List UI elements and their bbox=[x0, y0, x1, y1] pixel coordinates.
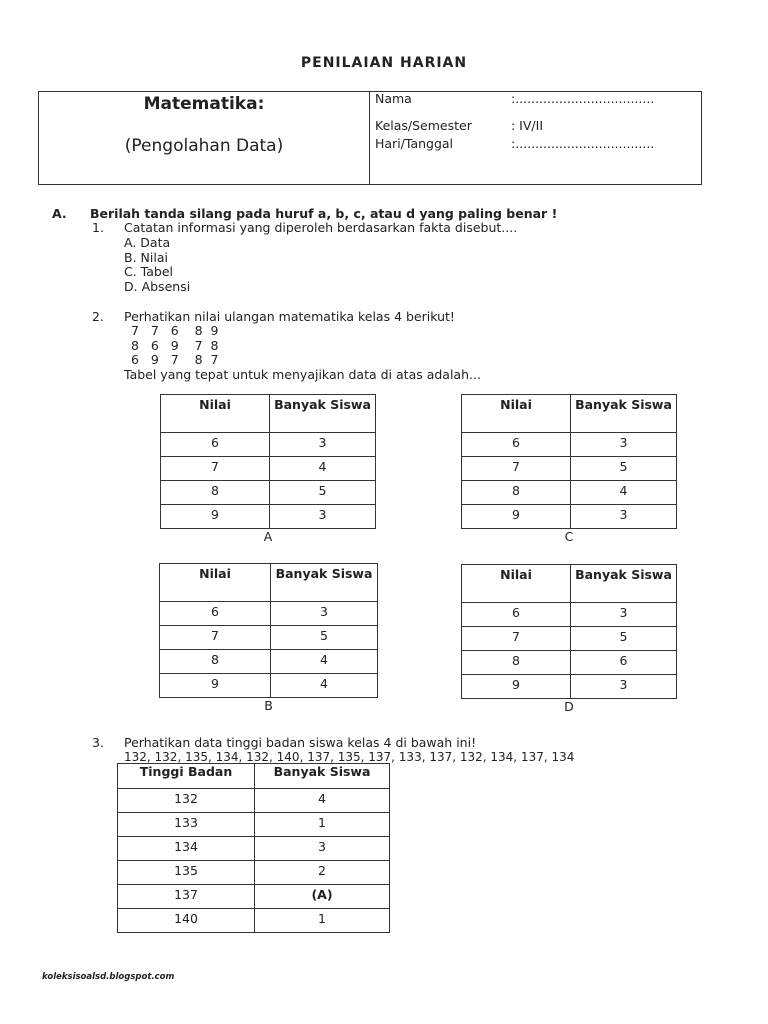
cell-banyak: 5 bbox=[571, 627, 677, 651]
cell-height: 132 bbox=[118, 789, 255, 813]
q2-data-row: 7 7 6 8 9 bbox=[131, 323, 219, 338]
cell-count: 3 bbox=[255, 837, 390, 861]
cell-count: 1 bbox=[255, 909, 390, 933]
table-row bbox=[118, 837, 390, 861]
table-row bbox=[462, 457, 677, 481]
table-row bbox=[160, 602, 378, 626]
q2-question: Tabel yang tepat untuk menyajikan data di atas adalah... bbox=[124, 367, 481, 382]
col-header: Nilai bbox=[160, 564, 271, 602]
cell-height: 133 bbox=[118, 813, 255, 837]
cell-banyak: 4 bbox=[271, 674, 378, 698]
cell-banyak: 4 bbox=[271, 650, 378, 674]
q1-option-c[interactable]: C. Tabel bbox=[124, 264, 173, 279]
cell-banyak: 3 bbox=[271, 602, 378, 626]
field-value-hari[interactable]: :................................... bbox=[511, 136, 655, 151]
col-header: Nilai bbox=[462, 565, 571, 603]
q3-text: Perhatikan data tinggi badan siswa kelas 4 di bawah ini! bbox=[124, 735, 477, 750]
cell-nilai: 8 bbox=[161, 481, 270, 505]
cell-nilai: 9 bbox=[160, 674, 271, 698]
cell-banyak: 3 bbox=[571, 505, 677, 529]
table-row bbox=[118, 813, 390, 837]
table-row bbox=[118, 789, 390, 813]
q1-text: Catatan informasi yang diperoleh berdasarkan fakta disebut.... bbox=[124, 220, 518, 235]
q2-data-row: 6 9 7 8 7 bbox=[131, 352, 219, 367]
cell-nilai: 9 bbox=[161, 505, 270, 529]
cell-banyak: 5 bbox=[571, 457, 677, 481]
table-row bbox=[462, 505, 677, 529]
field-value-nama[interactable]: :................................... bbox=[511, 91, 655, 106]
cell-nilai: 8 bbox=[462, 651, 571, 675]
table-row bbox=[462, 675, 677, 699]
answer-table-a bbox=[160, 394, 376, 529]
field-value-kelas: : IV/II bbox=[511, 118, 544, 133]
cell-banyak: 4 bbox=[270, 457, 376, 481]
table-row bbox=[118, 909, 390, 933]
field-label-nama: Nama bbox=[375, 91, 412, 106]
cell-nilai: 6 bbox=[462, 603, 571, 627]
field-label-kelas: Kelas/Semester bbox=[375, 118, 472, 133]
answer-table-c bbox=[461, 394, 677, 529]
answer-table-b bbox=[159, 563, 378, 698]
cell-nilai: 7 bbox=[462, 627, 571, 651]
cell-nilai: 8 bbox=[462, 481, 571, 505]
col-header: Banyak Siswa bbox=[571, 565, 677, 603]
table-row bbox=[160, 626, 378, 650]
cell-nilai: 6 bbox=[462, 433, 571, 457]
table-row bbox=[118, 885, 390, 909]
table-row bbox=[462, 481, 677, 505]
col-header: Banyak Siswa bbox=[571, 395, 677, 433]
topic-title: (Pengolahan Data) bbox=[124, 136, 284, 156]
answer-table-d bbox=[461, 564, 677, 699]
field-label-hari: Hari/Tanggal bbox=[375, 136, 454, 151]
col-header: Banyak Siswa bbox=[255, 764, 390, 789]
subject-title: Matematika: bbox=[143, 94, 265, 114]
header-box bbox=[38, 91, 702, 185]
q2-text: Perhatikan nilai ulangan matematika kelas 4 berikut! bbox=[124, 309, 455, 324]
cell-banyak: 4 bbox=[571, 481, 677, 505]
q2-data-row: 8 6 9 7 8 bbox=[131, 338, 219, 353]
cell-nilai: 6 bbox=[160, 602, 271, 626]
cell-count: 2 bbox=[255, 861, 390, 885]
cell-height: 137 bbox=[118, 885, 255, 909]
table-row bbox=[160, 674, 378, 698]
col-header: Nilai bbox=[161, 395, 270, 433]
cell-count: 4 bbox=[255, 789, 390, 813]
col-header: Banyak Siswa bbox=[270, 395, 376, 433]
table-option-label[interactable]: B bbox=[264, 698, 273, 713]
section-letter: A. bbox=[52, 206, 67, 221]
cell-banyak: 6 bbox=[571, 651, 677, 675]
header-divider bbox=[369, 92, 370, 184]
q1-option-d[interactable]: D. Absensi bbox=[124, 279, 191, 294]
cell-height: 140 bbox=[118, 909, 255, 933]
cell-count: 1 bbox=[255, 813, 390, 837]
cell-banyak: 3 bbox=[571, 603, 677, 627]
cell-banyak: 3 bbox=[270, 433, 376, 457]
cell-banyak: 5 bbox=[270, 481, 376, 505]
cell-nilai: 9 bbox=[462, 675, 571, 699]
cell-banyak: 5 bbox=[271, 626, 378, 650]
cell-banyak: 3 bbox=[571, 433, 677, 457]
table-option-label[interactable]: A bbox=[263, 529, 273, 544]
q1-number: 1. bbox=[92, 220, 104, 235]
table-row bbox=[161, 481, 376, 505]
table-row bbox=[118, 861, 390, 885]
q2-number: 2. bbox=[92, 309, 104, 324]
table-row bbox=[160, 650, 378, 674]
height-table bbox=[117, 763, 390, 933]
table-row bbox=[161, 505, 376, 529]
col-header: Nilai bbox=[462, 395, 571, 433]
cell-nilai: 7 bbox=[161, 457, 270, 481]
cell-nilai: 7 bbox=[160, 626, 271, 650]
q3-data: 132, 132, 135, 134, 132, 140, 137, 135, 137, 133, 137, 132, 134, 137, 134 bbox=[124, 750, 575, 764]
cell-nilai: 9 bbox=[462, 505, 571, 529]
page-title: PENILAIAN HARIAN bbox=[300, 55, 468, 71]
cell-banyak: 3 bbox=[571, 675, 677, 699]
col-header: Banyak Siswa bbox=[271, 564, 378, 602]
section-instruction: Berilah tanda silang pada huruf a, b, c, atau d yang paling benar ! bbox=[90, 206, 558, 221]
footer-source: koleksisoalsd.blogspot.com bbox=[42, 972, 175, 982]
cell-height: 135 bbox=[118, 861, 255, 885]
table-row bbox=[161, 433, 376, 457]
table-row bbox=[462, 627, 677, 651]
table-row bbox=[161, 457, 376, 481]
cell-nilai: 8 bbox=[160, 650, 271, 674]
cell-count: (A) bbox=[255, 885, 390, 909]
q3-number: 3. bbox=[92, 735, 104, 750]
table-row bbox=[462, 603, 677, 627]
q1-option-a[interactable]: A. Data bbox=[124, 235, 171, 250]
table-option-label[interactable]: D bbox=[564, 699, 574, 714]
table-row bbox=[462, 433, 677, 457]
cell-nilai: 6 bbox=[161, 433, 270, 457]
cell-banyak: 3 bbox=[270, 505, 376, 529]
cell-height: 134 bbox=[118, 837, 255, 861]
q1-option-b[interactable]: B. Nilai bbox=[124, 250, 168, 265]
cell-nilai: 7 bbox=[462, 457, 571, 481]
col-header: Tinggi Badan bbox=[118, 764, 255, 789]
table-row bbox=[462, 651, 677, 675]
table-option-label[interactable]: C bbox=[564, 529, 574, 544]
